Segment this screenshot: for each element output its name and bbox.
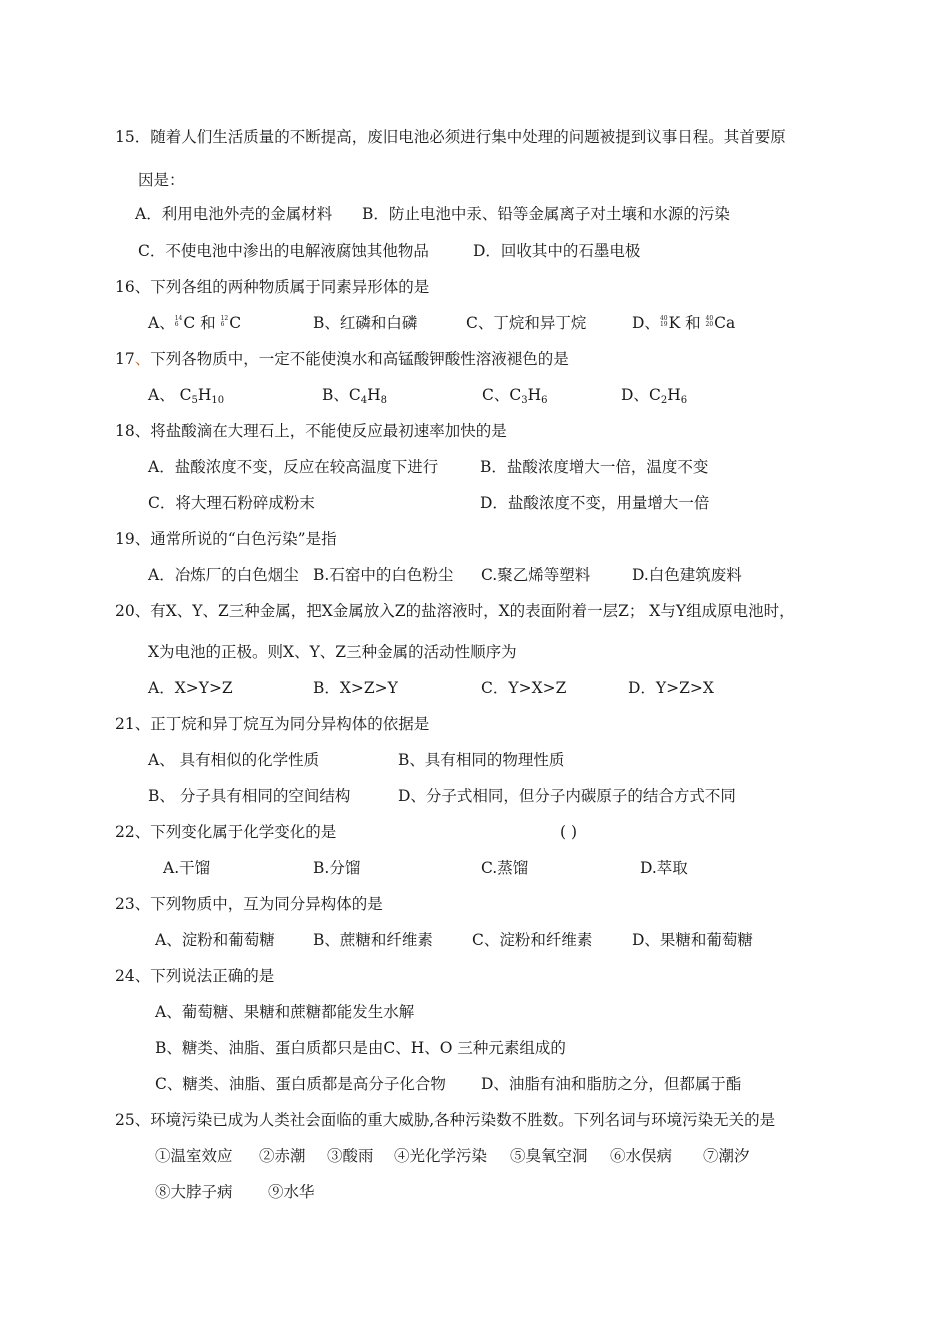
q19-option-d: D.白色建筑废料 bbox=[632, 566, 742, 584]
q16-option-b: B、红磷和白磷 bbox=[313, 314, 418, 332]
q17-option-d: D、$C_2H_6$ bbox=[621, 386, 688, 406]
q17-option-c: C、$C_3H_6$ bbox=[482, 386, 548, 406]
q21-stem: 21、正丁烷和异丁烷互为同分异构体的依据是 bbox=[115, 715, 430, 733]
q25-item-1: ①温室效应 bbox=[155, 1147, 233, 1165]
q20-stem-line2: X为电池的正极。则X、Y、Z三种金属的活动性顺序为 bbox=[148, 643, 517, 661]
q16-option-c: C、丁烷和异丁烷 bbox=[466, 314, 587, 332]
q23-option-a: A、淀粉和葡萄糖 bbox=[155, 931, 275, 949]
q23-option-d: D、果糖和葡萄糖 bbox=[632, 931, 753, 949]
q19-stem: 19、通常所说的“白色污染”是指 bbox=[115, 530, 337, 548]
isotope-notation: 40 19 bbox=[659, 315, 668, 328]
q25-stem: 25、环境污染已成为人类社会面临的重大威胁,各种污染数不胜数。下列名词与环境污染无关的是 bbox=[115, 1111, 776, 1129]
q23-option-c: C、淀粉和纤维素 bbox=[472, 931, 593, 949]
q15-option-d: D．回收其中的石墨电极 bbox=[473, 242, 641, 260]
q21-option-a: A、 具有相似的化学性质 bbox=[148, 751, 320, 769]
q25-item-6: ⑥水俣病 bbox=[610, 1147, 673, 1165]
q23-stem: 23、下列物质中，互为同分异构体的是 bbox=[115, 895, 383, 913]
q21-option-c: B、 分子具有相同的空间结构 bbox=[148, 787, 351, 805]
q18-stem: 18、将盐酸滴在大理石上，不能使反应最初速率加快的是 bbox=[115, 422, 507, 440]
q15-stem-line1: 15．随着人们生活质量的不断提高，废旧电池必须进行集中处理的问题被提到议事日程。其首要原 bbox=[115, 128, 786, 146]
q19-option-c: C.聚乙烯等塑料 bbox=[481, 566, 591, 584]
q18-option-c: C．将大理石粉碎成粉末 bbox=[148, 494, 315, 512]
q20-option-c: C．Y>X>Z bbox=[481, 679, 567, 697]
q16-stem: 16、下列各组的两种物质属于同素异形体的是 bbox=[115, 278, 430, 296]
q16-option-d: D、40 19K 和 40 20Ca bbox=[632, 314, 736, 332]
q22-option-b: B.分馏 bbox=[313, 859, 361, 877]
q20-option-a: A．X>Y>Z bbox=[148, 679, 233, 697]
q15-option-c: C．不使电池中渗出的电解液腐蚀其他物品 bbox=[138, 242, 429, 260]
q19-option-a: A．冶炼厂的白色烟尘 bbox=[148, 566, 299, 584]
isotope-notation: 40 20 bbox=[705, 315, 714, 328]
q22-answer-blank: ( ) bbox=[560, 823, 578, 841]
q17-option-a: A、 $C_5H_{10}$ bbox=[148, 386, 225, 406]
q25-item-3: ③酸雨 bbox=[327, 1147, 374, 1165]
q22-option-d: D.萃取 bbox=[640, 859, 688, 877]
q25-item-7: ⑦潮汐 bbox=[703, 1147, 750, 1165]
q24-option-c: C、糖类、油脂、蛋白质都是高分子化合物 bbox=[155, 1075, 446, 1093]
q25-item-9: ⑨水华 bbox=[268, 1183, 315, 1201]
q18-option-a: A．盐酸浓度不变，反应在较高温度下进行 bbox=[148, 458, 439, 476]
q22-stem: 22、下列变化属于化学变化的是 bbox=[115, 823, 337, 841]
q24-option-a: A、葡萄糖、果糖和蔗糖都能发生水解 bbox=[155, 1003, 415, 1021]
isotope-notation: 12 6 bbox=[220, 315, 229, 328]
q15-option-a: A．利用电池外壳的金属材料 bbox=[135, 205, 333, 223]
q19-option-b: B.石窑中的白色粉尘 bbox=[313, 566, 454, 584]
q24-option-d: D、油脂有油和脂肪之分，但都属于酯 bbox=[481, 1075, 742, 1093]
q21-option-d: D、分子式相同，但分子内碳原子的结合方式不同 bbox=[398, 787, 736, 805]
q21-option-b: B、具有相同的物理性质 bbox=[398, 751, 565, 769]
q22-option-c: C.蒸馏 bbox=[481, 859, 529, 877]
q18-option-b: B．盐酸浓度增大一倍，温度不变 bbox=[480, 458, 709, 476]
q25-item-2: ②赤潮 bbox=[259, 1147, 306, 1165]
q24-stem: 24、下列说法正确的是 bbox=[115, 967, 275, 985]
q24-option-b: B、糖类、油脂、蛋白质都只是由C、H、O 三种元素组成的 bbox=[155, 1039, 566, 1057]
q15-stem-line2: 因是： bbox=[138, 171, 185, 189]
q23-option-b: B、蔗糖和纤维素 bbox=[313, 931, 433, 949]
q25-item-8: ⑧大脖子病 bbox=[155, 1183, 233, 1201]
q22-option-a: A.干馏 bbox=[163, 859, 211, 877]
isotope-notation: 14 6 bbox=[174, 315, 183, 328]
q15-option-b: B．防止电池中汞、铅等金属离子对土壤和水源的污染 bbox=[362, 205, 730, 223]
q25-item-5: ⑤臭氧空洞 bbox=[510, 1147, 588, 1165]
q17-stem: 17、下列各物质中，一定不能使溴水和高锰酸钾酸性溶液褪色的是 bbox=[115, 350, 569, 368]
q20-option-b: B．X>Z>Y bbox=[313, 679, 398, 697]
q17-option-b: B、$C_4H_8$ bbox=[322, 386, 388, 406]
q18-option-d: D．盐酸浓度不变，用量增大一倍 bbox=[480, 494, 710, 512]
q20-option-d: D．Y>Z>X bbox=[628, 679, 714, 697]
q25-item-4: ④光化学污染 bbox=[394, 1147, 488, 1165]
q20-stem-line1: 20、有X、Y、Z三种金属，把X金属放入Z的盐溶液时，X的表面附着一层Z； X与Y组成原电池时， bbox=[115, 602, 795, 620]
q16-option-a: A、14 6 C 和 12 6 C bbox=[148, 314, 242, 332]
